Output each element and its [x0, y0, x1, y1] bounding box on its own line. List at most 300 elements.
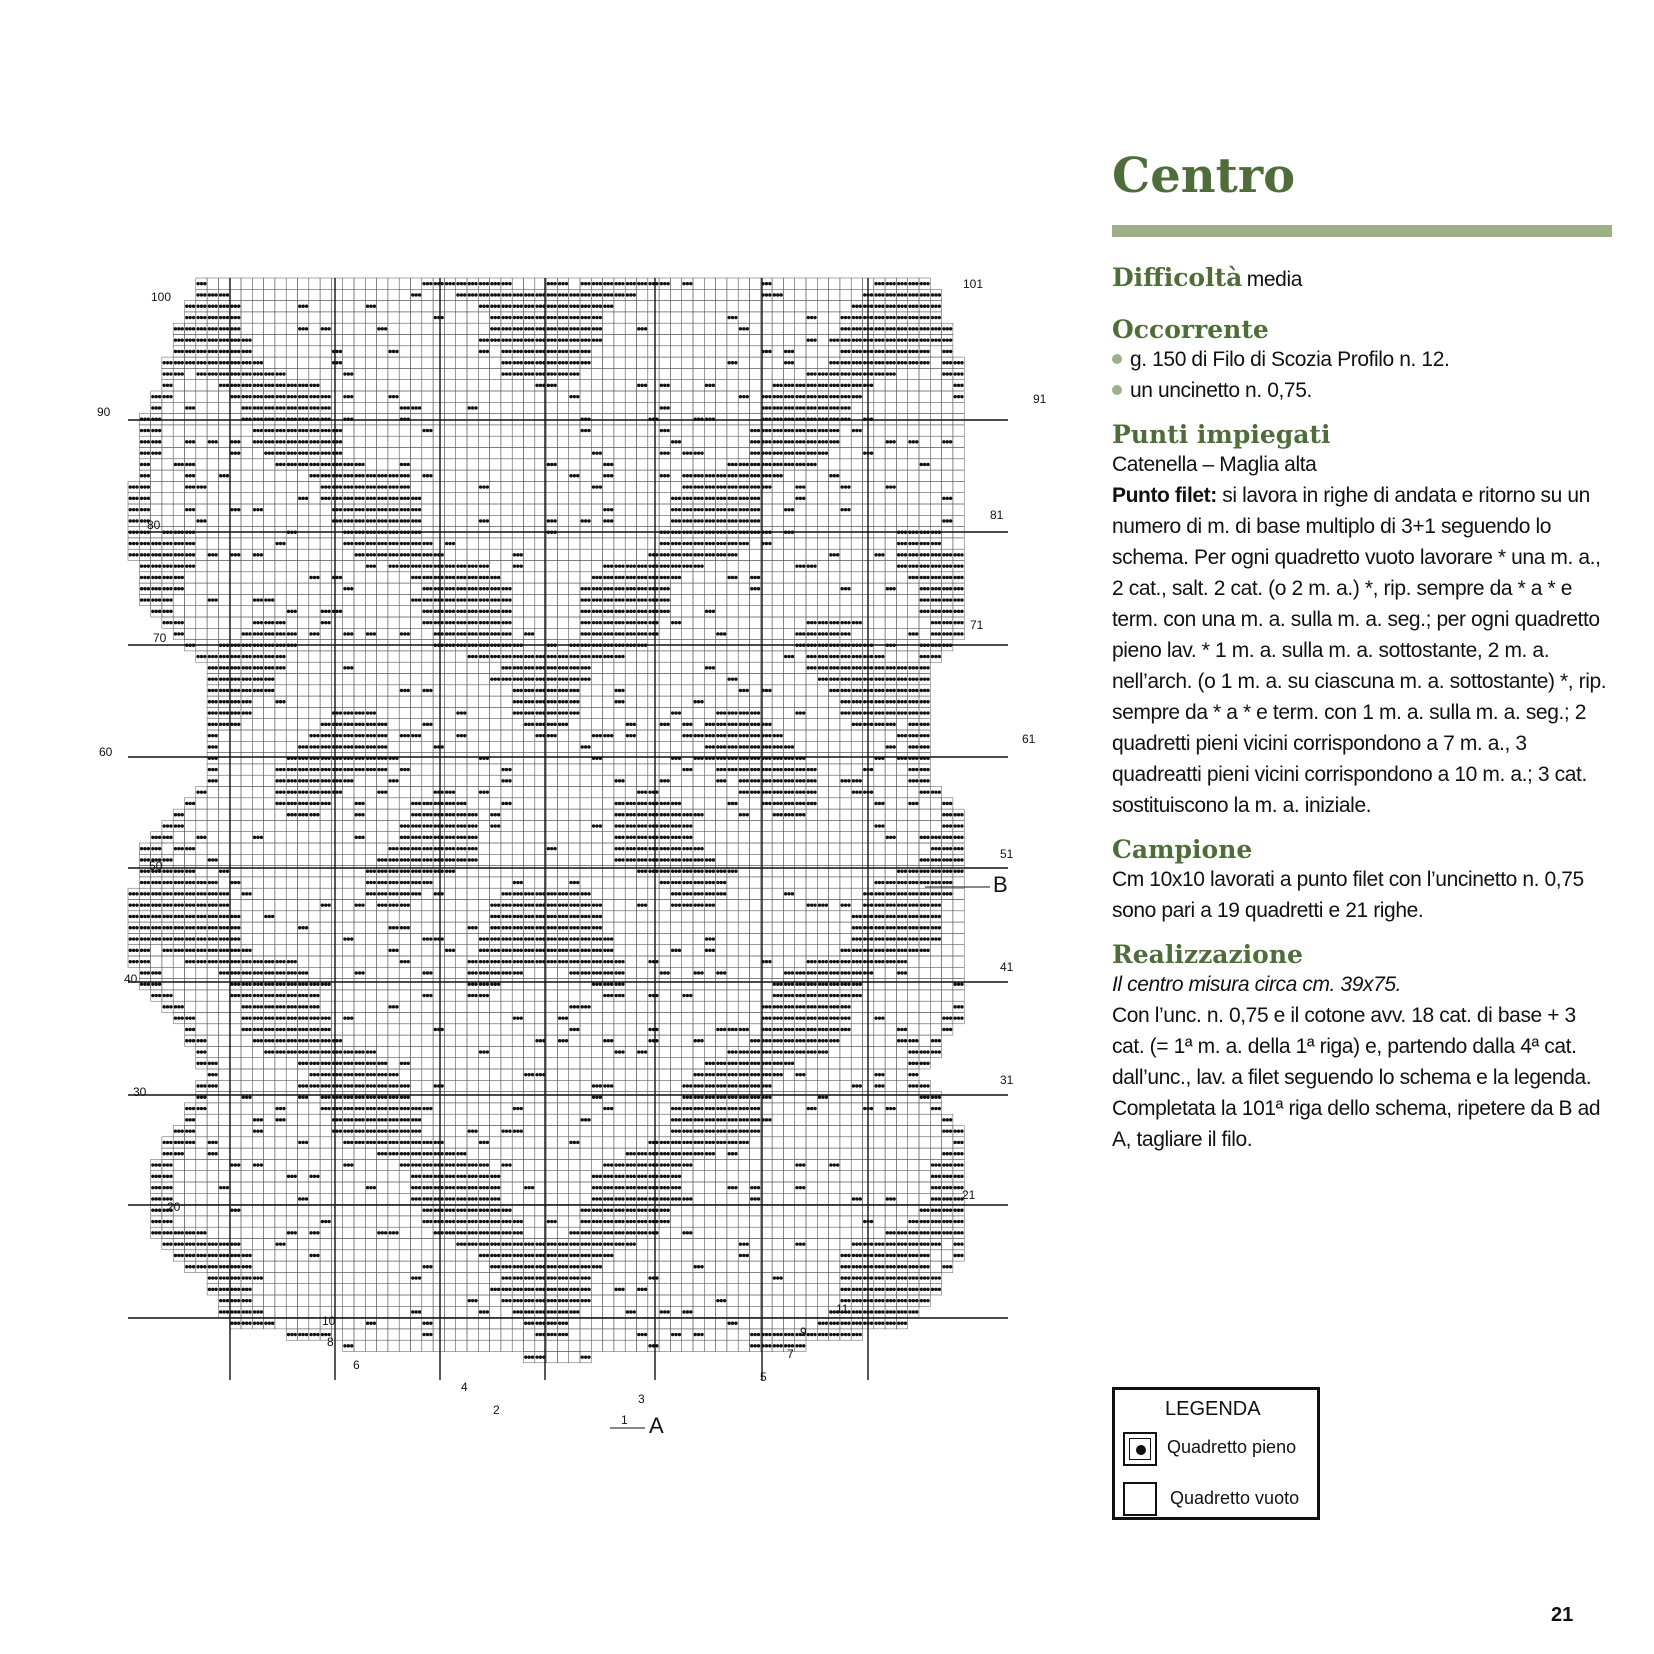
chart-square: [795, 323, 806, 334]
chart-square: [716, 945, 727, 956]
chart-square: [727, 414, 738, 425]
chart-square: [738, 278, 749, 289]
chart-square: [467, 368, 478, 379]
chart-square: [829, 730, 840, 741]
chart-square: [343, 979, 354, 990]
chart-square: [716, 561, 727, 572]
chart-square: [365, 414, 376, 425]
chart-square: [727, 1035, 738, 1046]
chart-square: [467, 538, 478, 549]
chart-square: [829, 900, 840, 911]
chart-square: [716, 798, 727, 809]
chart-square: [309, 357, 320, 368]
chart-square: [354, 945, 365, 956]
chart-square: [874, 1024, 885, 1035]
chart-square: [309, 945, 320, 956]
chart-square: [806, 323, 817, 334]
chart-square: [817, 787, 828, 798]
chart-square: [659, 357, 670, 368]
chart-square: [930, 380, 941, 391]
chart-square: [478, 504, 489, 515]
chart-square: [953, 515, 964, 526]
chart-square: [591, 809, 602, 820]
chart-square: [930, 346, 941, 357]
chart-square: [433, 922, 444, 933]
chart-square: [252, 481, 263, 492]
chart-square: [230, 832, 241, 843]
chart-square: [603, 809, 614, 820]
chart-square: [331, 798, 342, 809]
chart-square: [750, 617, 761, 628]
chart-square: [648, 967, 659, 978]
chart-square: [524, 753, 535, 764]
chart-square: [252, 289, 263, 300]
chart-square: [309, 481, 320, 492]
chart-square: [230, 459, 241, 470]
chart-square: [388, 787, 399, 798]
chart-square: [151, 470, 162, 481]
chart-square: [919, 967, 930, 978]
chart-square: [399, 707, 410, 718]
chart-square: [625, 1013, 636, 1024]
chart-square: [942, 990, 953, 1001]
chart-square: [738, 662, 749, 673]
chart-square: [738, 1035, 749, 1046]
chart-square: [478, 402, 489, 413]
chart-square: [637, 674, 648, 685]
chart-square: [885, 504, 896, 515]
chart-square: [388, 402, 399, 413]
chart-square: [885, 391, 896, 402]
chart-square: [422, 391, 433, 402]
chart-square: [885, 979, 896, 990]
chart-square: [365, 357, 376, 368]
chart-square: [456, 504, 467, 515]
chart-square: [569, 764, 580, 775]
chart-square: [331, 335, 342, 346]
chart-square: [772, 549, 783, 560]
chart-square: [546, 572, 557, 583]
chart-square: [467, 504, 478, 515]
chart-square: [501, 425, 512, 436]
chart-square: [727, 335, 738, 346]
chart-square: [738, 1013, 749, 1024]
chart-square: [252, 515, 263, 526]
chart-square: [456, 436, 467, 447]
chart-square: [557, 606, 568, 617]
chart-square: [309, 368, 320, 379]
chart-square: [422, 448, 433, 459]
chart-square: [580, 504, 591, 515]
chart-square: [286, 470, 297, 481]
chart-square: [490, 561, 501, 572]
chart-square: [693, 933, 704, 944]
chart-square: [885, 549, 896, 560]
chart-square: [614, 538, 625, 549]
chart-square: [942, 900, 953, 911]
chart-square: [207, 617, 218, 628]
chart-square: [275, 707, 286, 718]
chart-square: [817, 301, 828, 312]
chart-square: [501, 990, 512, 1001]
chart-square: [218, 606, 229, 617]
chart-square: [456, 651, 467, 662]
chart-square: [524, 1035, 535, 1046]
chart-square: [896, 1001, 907, 1012]
chart-square: [286, 594, 297, 605]
chart-square: [298, 877, 309, 888]
chart-square: [648, 775, 659, 786]
chart-square: [727, 402, 738, 413]
chart-square: [783, 696, 794, 707]
chart-square: [490, 843, 501, 854]
chart-square: [354, 990, 365, 1001]
chart-square: [874, 459, 885, 470]
chart-square: [478, 414, 489, 425]
chart-square: [874, 866, 885, 877]
chart-square: [230, 866, 241, 877]
chart-square: [490, 866, 501, 877]
chart-square: [331, 594, 342, 605]
chart-square: [829, 798, 840, 809]
chart-square: [320, 843, 331, 854]
chart-square: [501, 843, 512, 854]
chart-square: [173, 990, 184, 1001]
chart-square: [512, 481, 523, 492]
chart-square: [783, 730, 794, 741]
chart-square: [829, 1046, 840, 1057]
chart-square: [433, 380, 444, 391]
chart-square: [264, 787, 275, 798]
chart-square: [908, 448, 919, 459]
chart-square: [625, 685, 636, 696]
chart-square: [625, 933, 636, 944]
chart-square: [422, 888, 433, 899]
chart-square: [569, 481, 580, 492]
chart-square: [569, 459, 580, 470]
chart-square: [772, 933, 783, 944]
chart-square: [783, 719, 794, 730]
chart-square: [580, 561, 591, 572]
chart-square: [524, 866, 535, 877]
chart-square: [648, 425, 659, 436]
chart-square: [648, 402, 659, 413]
chart-square: [331, 854, 342, 865]
chart-square: [919, 617, 930, 628]
chart-square: [173, 481, 184, 492]
chart-square: [693, 594, 704, 605]
chart-square: [196, 504, 207, 515]
chart-square: [173, 594, 184, 605]
chart-square: [817, 730, 828, 741]
chart-square: [433, 730, 444, 741]
chart-square: [365, 775, 376, 786]
chart-square: [625, 470, 636, 481]
chart-square: [320, 832, 331, 843]
chart-square: [614, 470, 625, 481]
chart-square: [230, 854, 241, 865]
chart-square: [783, 572, 794, 583]
chart-square: [411, 323, 422, 334]
chart-square: [716, 809, 727, 820]
chart-square: [580, 493, 591, 504]
chart-square: [399, 391, 410, 402]
chart-square: [896, 504, 907, 515]
chart-square: [501, 820, 512, 831]
chart-square: [422, 414, 433, 425]
chart-square: [218, 854, 229, 865]
chart-square: [557, 1024, 568, 1035]
chart-square: [930, 515, 941, 526]
chart-square: [942, 933, 953, 944]
chart-square: [874, 1035, 885, 1046]
chart-square: [942, 538, 953, 549]
chart-square: [806, 493, 817, 504]
chart-square: [750, 628, 761, 639]
chart-square: [817, 1058, 828, 1069]
chart-square: [772, 967, 783, 978]
chart-square: [365, 572, 376, 583]
chart-square: [569, 1013, 580, 1024]
chart-square: [795, 832, 806, 843]
chart-square: [298, 674, 309, 685]
chart-square: [750, 1001, 761, 1012]
chart-square: [693, 820, 704, 831]
chart-square: [851, 448, 862, 459]
chart-square: [354, 820, 365, 831]
chart-square: [716, 278, 727, 289]
chart-square: [795, 470, 806, 481]
chart-square: [399, 335, 410, 346]
chart-square: [557, 436, 568, 447]
chart-square: [603, 764, 614, 775]
chart-square: [557, 628, 568, 639]
chart-square: [524, 549, 535, 560]
chart-square: [422, 979, 433, 990]
chart-square: [331, 956, 342, 967]
chart-square: [309, 504, 320, 515]
chart-square: [829, 877, 840, 888]
chart-square: [546, 877, 557, 888]
chart-square: [501, 866, 512, 877]
chart-square: [354, 979, 365, 990]
chart-square: [783, 900, 794, 911]
chart-square: [478, 459, 489, 470]
chart-square: [546, 1001, 557, 1012]
chart-square: [264, 764, 275, 775]
chart-square: [501, 572, 512, 583]
chart-square: [670, 391, 681, 402]
chart-square: [241, 504, 252, 515]
chart-square: [603, 425, 614, 436]
chart-square: [896, 583, 907, 594]
chart-square: [467, 753, 478, 764]
chart-square: [693, 436, 704, 447]
chart-square: [501, 481, 512, 492]
chart-square: [286, 481, 297, 492]
chart-square: [874, 854, 885, 865]
chart-square: [953, 402, 964, 413]
chart-square: [444, 1024, 455, 1035]
chart-square: [908, 1024, 919, 1035]
chart-square: [252, 301, 263, 312]
chart-square: [207, 820, 218, 831]
chart-square: [829, 696, 840, 707]
chart-square: [399, 1013, 410, 1024]
chart-square: [365, 323, 376, 334]
chart-square: [298, 945, 309, 956]
chart-square: [806, 549, 817, 560]
chart-square: [580, 787, 591, 798]
chart-square: [252, 538, 263, 549]
chart-square: [286, 278, 297, 289]
chart-square: [309, 493, 320, 504]
chart-square: [670, 425, 681, 436]
chart-square: [829, 448, 840, 459]
chart-square: [377, 707, 388, 718]
chart-square: [874, 775, 885, 786]
chart-square: [603, 911, 614, 922]
chart-square: [196, 990, 207, 1001]
chart-square: [625, 967, 636, 978]
chart-square: [682, 674, 693, 685]
chart-square: [806, 832, 817, 843]
chart-square: [343, 357, 354, 368]
chart-square: [693, 719, 704, 730]
chart-square: [185, 425, 196, 436]
chart-square: [908, 651, 919, 662]
chart-square: [896, 1046, 907, 1057]
chart-square: [637, 956, 648, 967]
chart-square: [433, 357, 444, 368]
chart-square: [885, 730, 896, 741]
chart-square: [704, 1013, 715, 1024]
chart-square: [546, 798, 557, 809]
chart-square: [433, 504, 444, 515]
chart-square: [603, 346, 614, 357]
chart-square: [456, 493, 467, 504]
chart-square: [738, 956, 749, 967]
chart-square: [264, 696, 275, 707]
chart-square: [365, 911, 376, 922]
chart-square: [795, 730, 806, 741]
chart-square: [580, 1035, 591, 1046]
chart-square: [411, 707, 422, 718]
chart-square: [591, 391, 602, 402]
chart-square: [207, 561, 218, 572]
chart-square: [433, 674, 444, 685]
chart-square: [365, 900, 376, 911]
chart-square: [365, 662, 376, 673]
chart-square: [252, 459, 263, 470]
chart-square: [399, 696, 410, 707]
chart-square: [490, 425, 501, 436]
chart-square: [772, 911, 783, 922]
chart-square: [795, 594, 806, 605]
chart-square: [682, 1001, 693, 1012]
chart-square: [603, 538, 614, 549]
chart-square: [772, 922, 783, 933]
chart-square: [885, 1013, 896, 1024]
chart-square: [411, 979, 422, 990]
chart-square: [411, 1046, 422, 1057]
chart-square: [196, 628, 207, 639]
chart-square: [659, 888, 670, 899]
chart-square: [377, 1024, 388, 1035]
chart-square: [490, 357, 501, 368]
chart-square: [456, 425, 467, 436]
chart-square: [467, 1013, 478, 1024]
chart-square: [241, 606, 252, 617]
chart-square: [433, 707, 444, 718]
chart-square: [467, 335, 478, 346]
chart-square: [817, 888, 828, 899]
chart-square: [286, 832, 297, 843]
chart-square: [524, 425, 535, 436]
chart-square: [885, 1001, 896, 1012]
chart-square: [738, 674, 749, 685]
chart-square: [908, 956, 919, 967]
chart-square: [422, 1001, 433, 1012]
chart-square: [388, 651, 399, 662]
chart-square: [411, 787, 422, 798]
chart-square: [365, 820, 376, 831]
chart-square: [648, 707, 659, 718]
chart-square: [614, 493, 625, 504]
chart-square: [704, 1024, 715, 1035]
chart-square: [501, 436, 512, 447]
chart-square: [625, 1046, 636, 1057]
chart-square: [738, 357, 749, 368]
chart-square: [388, 820, 399, 831]
chart-square: [659, 900, 670, 911]
chart-square: [433, 425, 444, 436]
chart-square: [557, 741, 568, 752]
chart-square: [727, 696, 738, 707]
chart-square: [557, 764, 568, 775]
chart-square: [930, 990, 941, 1001]
chart-square: [817, 549, 828, 560]
chart-square: [557, 470, 568, 481]
chart-square: [388, 911, 399, 922]
chart-square: [704, 979, 715, 990]
chart-square: [817, 561, 828, 572]
chart-square: [433, 1046, 444, 1057]
chart-square: [490, 753, 501, 764]
chart-square: [591, 685, 602, 696]
chart-square: [806, 504, 817, 515]
chart-square: [467, 425, 478, 436]
chart-square: [433, 775, 444, 786]
chart-square: [241, 933, 252, 944]
chart-square: [953, 493, 964, 504]
chart-square: [885, 1046, 896, 1057]
chart-square: [716, 956, 727, 967]
chart-square: [456, 945, 467, 956]
chart-square: [478, 707, 489, 718]
chart-square: [557, 504, 568, 515]
chart-square: [750, 402, 761, 413]
chart-square: [264, 900, 275, 911]
chart-square: [637, 979, 648, 990]
chart-square: [772, 572, 783, 583]
chart-square: [750, 289, 761, 300]
chart-square: [795, 854, 806, 865]
chart-square: [343, 594, 354, 605]
chart-square: [557, 843, 568, 854]
chart-square: [501, 707, 512, 718]
chart-square: [343, 888, 354, 899]
